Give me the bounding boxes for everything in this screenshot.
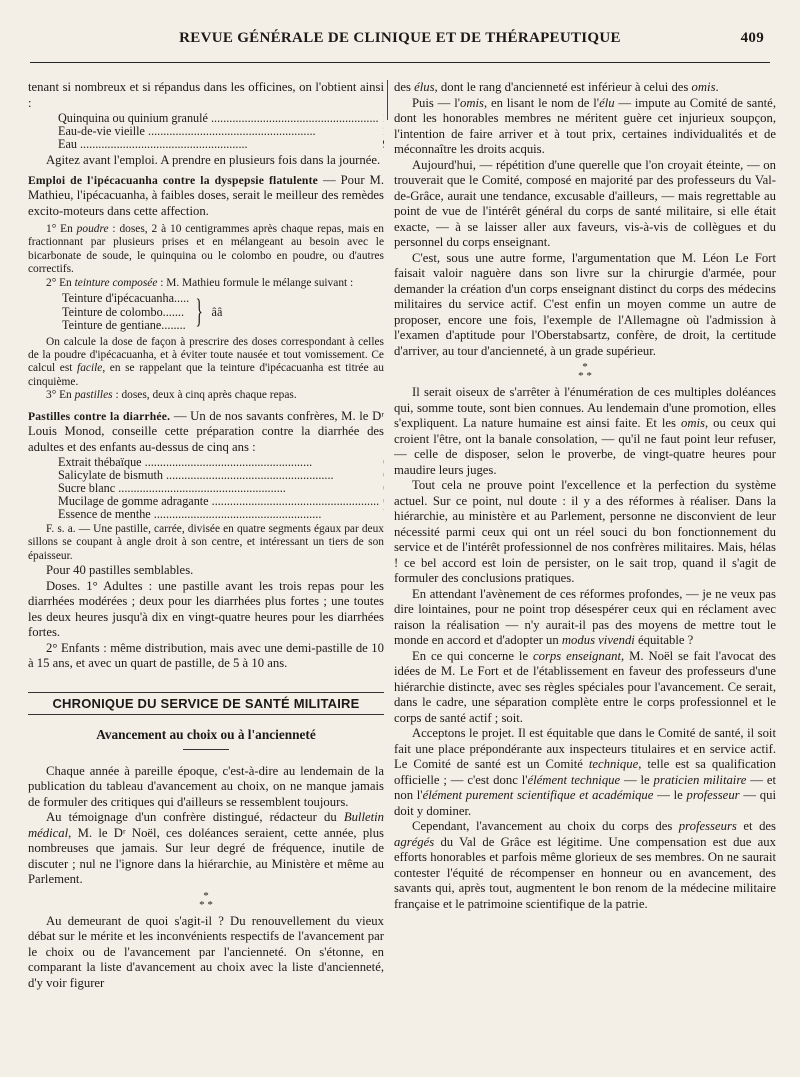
recipe-row: Essence de menthe ..... [28,508,384,521]
right-column [394,80,776,1063]
paragraph: C'est, sous une autre forme, l'argumentation que M. Léon Le Fort faisait valoir naguère dans son livre sur la chirurgie d'armée, pour demander la création d'un corps enseignant distinct du corps des médecins militaires du service actif. C'est enfin un moyen comme un autre de proposer, encore une fois, l'exemple de l'Allemagne où l'admission à l'examen d'aptitude pour l'Oberstabsartz, confère, de droit, la certitude d'arriver, au tour d'ancienneté, à un grade supérieur. [394,250,776,358]
paragraph: Agitez avant l'emploi. A prendre en plusieurs fois dans la journée. [46,153,381,167]
recipe-quinquina [28,112,384,151]
recipe-row: Eau-de-vie vieille ..... [28,125,384,138]
paragraph: En attendant l'avènement de ces réformes profondes, — je ne veux pas dire lointaines, pour ne point trop désespérer ceux qui en réclament avec raison la réalisation — n'y aurait-il pas des moyens de mettre tout le monde en accord et d'adopter un modus vivendi équitable ? [394,586,776,647]
paragraph: Acceptons le projet. Il est équitable que dans le Comité de santé, il soit fait une place prépondérante aux inspecteurs titulaires et en service actif. Le Comité de santé est un Comité technique, telle est sa qualification officielle ; — c'est donc l'élément technique — le praticien militaire — et non l'élément purement scientifique et académique — le professeur — qui doit y dominer. [394,726,776,818]
ipeca-paragraph: Emploi de l'ipécacuanha contre la dyspepsie flatulente — Pour M. Mathieu, l'ipécacuanha, à faibles doses, serait le meilleur des remèdes excito-moteurs dans cette affection. [28,172,384,218]
paragraph: Chaque année à pareille époque, c'est-à-dire au lendemain de la publication du tableau d'avancement au choix, on ne manque jamais de formuler des critiques qui d'ailleurs se ressemblent toujours. [28,763,384,809]
paragraph: Puis — l'omis, en lisant le nom de l'élu — impute au Comité de santé, dont les honorables membres ne méritent guère cet injurieux soupçon, l'intention de faire arriver et à tout prix, certaines individualités et de méconnaître les droits acquis. [394,95,776,156]
journal-title: REVUE GÉNÉRALE DE CLINIQUE ET DE THÉRAPEUTIQUE [179,30,621,46]
asterism: * * * [578,361,592,382]
mixture-item: Teinture de colombo....... [62,304,185,319]
paragraph: 2° En teinture composée : M. Mathieu formule le mélange suivant : [46,276,354,289]
paragraph: On calcule la dose de façon à prescrire des doses correspondant à celles de la poudre d'ipécacuanha, et à éviter toute nausée et tout vomissement. Ce calcul est facile, en se rappelant que la teinture d'ipécacuanha est titrée au cinquième. [28,335,384,388]
section-run-in-heading: Pastilles contre la diarrhée. [28,409,171,423]
article-subheading: Avancement au choix ou à l'ancienneté [96,726,316,742]
paragraph: Au témoignage d'un confrère distingué, rédacteur du Bulletin médical, M. le Dʳ Noël, ces doléances seraient, cette année, plus nombreuses que jamais. Sur leur degré de fréquence, inutile de discuter ; nul ne l'ignore dans la hiérarchie, au Ministère et même au Parlement. [28,810,384,887]
tincture-mixture [62,292,384,333]
column-separator [387,80,388,120]
short-rule [183,749,229,750]
mixture-item: Teinture d'ipécacuanha..... [62,291,190,306]
recipe-row: Salicylate de bismuth ..... [28,469,384,482]
left-column [28,80,384,1063]
recipe-row: Quinquina ou quinium granulé ..... [28,112,384,125]
mixture-quantity: ââ [211,304,223,319]
recipe-pastilles [28,456,384,521]
paragraph: des élus, dont le rang d'ancienneté est inférieur à celui des omis. [394,80,719,94]
brace-symbol: } [195,293,204,331]
recipe-row: Sucre blanc ..... [28,482,384,495]
paragraph: F. s. a. — Une pastille, carrée, divisée en quatre segments égaux par deux sillons se coupant à angle droit à son centre, et intéressant un tiers de son épaisseur. [28,523,384,562]
paragraph: Cependant, l'avancement au choix du corps des professeurs et des agrégés du Val de Grâce est légitime. Une compensation est due aux efforts honorables et parfois même glorieux de ses membres. On ne saurait contester l'équité de récompenser en honneur ou en avancement, des savants qui, après tout, augmentent le bon renom de la médecine militaire française et le patrimoine scientifique de la patrie. [394,819,776,911]
header-rule [30,62,770,63]
diarrhee-paragraph: Pastilles contre la diarrhée. — Un de nos savants confrères, M. le Dʳ Louis Monod, conseille cette préparation contre la diarrhée des adultes et des enfants au-dessus de cinq ans : [28,408,384,454]
chronicle-heading: CHRONIQUE DU SERVICE DE SANTÉ MILITAIRE [28,692,384,715]
paragraph: En ce qui concerne le corps enseignant, M. Noël se fait l'avocat des idées de M. Le Fort et de l'établissement en faveur des professeurs d'une hiérarchie distincte, avec ses règles spéciales pour l'avancement. Ce serait, dans le cadre, une séparation complète entre le corps professionnel et le corps de santé actif ; soit. [394,648,776,725]
paragraph: Doses. 1° Adultes : une pastille avant les trois repas pour les diarrhées modérées ; deux pour les diarrhées plus fortes ; une toutes les deux heures jusqu'à dix en vingt-quatre heures pour les diarrhées fortes. [28,578,384,640]
running-header [30,30,770,52]
paragraph: 1° En poudre : doses, 2 à 10 centigrammes après chaque repas, mais en fractionnant par plusieurs prises et en mélangeant au besoin avec le bicarbonate de soude, le quinquina ou le colombo en poudre, ou d'autres correctifs. [28,223,384,276]
paragraph: Aujourd'hui, — répétition d'une querelle que l'on croyait éteinte, — on trouverait que le Comité, composé en majorité par des professeurs du Val-de-Grâce, aurait une tendance, excusable d'ailleurs, — mais regrettable au point de vue de l'intérêt général du corps de santé militaire, si elle était exacte, — à se laisser aller aux faveurs, vis-à-vis de collègues et du personnel du corps enseignant. [394,157,776,249]
paragraph: Au demeurant de quoi s'agit-il ? Du renouvellement du vieux débat sur le mérite et les inconvénients respectifs de l'avancement par le choix ou de l'avancement par l'ancienneté. On s'étonne, en comparant la liste d'avancement au choix avec la liste d'ancienneté, d'y voir figurer [28,913,384,990]
section-run-in-heading: Emploi de l'ipécacuanha contre la dyspepsie flatulente [28,173,318,187]
paragraph: 3° En pastilles : doses, deux à cinq après chaque repas. [46,389,297,402]
paragraph: Tout cela ne prouve point l'excellence et la perfection du système actuel. Sur ce point, nul doute : il y a des réformes à réaliser. Dans la hiérarchie, au ministère et au Parlement, personne ne disconvient de leur nécessité parmi ceux qui ont un réel souci du bon fonctionnement du service et de l'intérêt professionnel de nos confrères militaires. Mais, hélas ! ce bel accord est loin de persister, on le sait trop, quand il s'agit de formuler des conclusions pratiques. [394,478,776,585]
asterism: * * * [199,889,213,911]
recipe-row: Mucilage de gomme adragante ..... [28,495,384,508]
paragraph: 2° Enfants : même distribution, mais avec une demi-pastille de 10 à 15 ans, et avec un quart de pastille, de 5 à 10 ans. [28,640,384,671]
recipe-row: Eau ..... [28,138,384,151]
paragraph: tenant si nombreux et si répandus dans les officines, on l'obtient ainsi : [28,80,384,110]
page-number: 409 [740,30,764,46]
recipe-row: Extrait thébaïque ..... [28,456,384,469]
mixture-item: Teinture de gentiane........ [62,318,186,333]
paragraph: Pour 40 pastilles semblables. [46,563,194,578]
paragraph: Il serait oiseux de s'arrêter à l'énumération de ces multiples doléances qui, somme toute, sont bien connues. Au lendemain d'une promotion, elles s'expliquent. La nature humaine est ainsi faite. Et les omis, ou ceux qui croient l'être, ont la banale consolation, — qu'il ne faut point leur refuser, — celle de disposer, selon le proverbe, de vingt-quatre heures pour maudire leurs juges. [394,385,776,477]
